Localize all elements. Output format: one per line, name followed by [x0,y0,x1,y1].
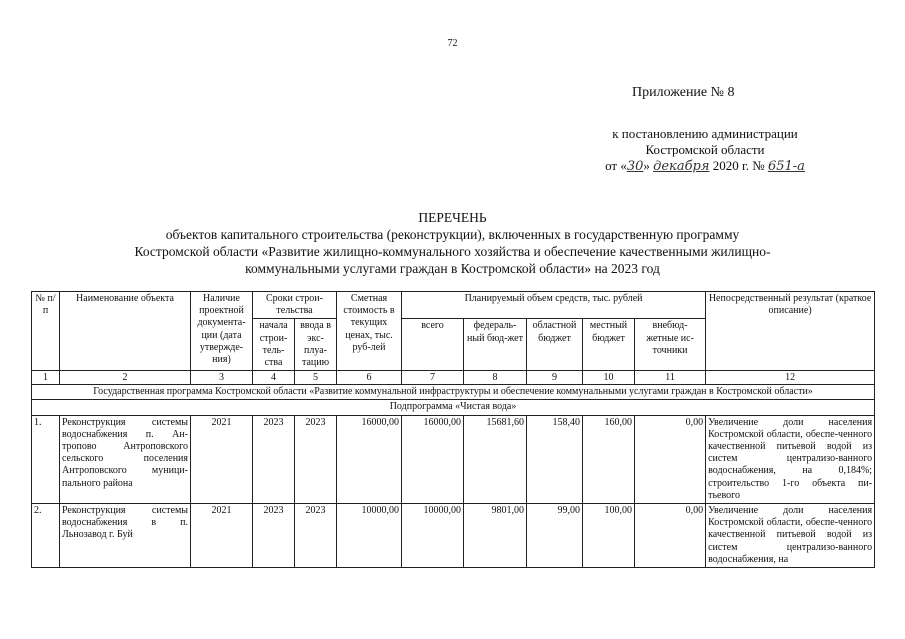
row-total: 16000,00 [402,415,464,503]
row-object-name: Реконструкция системы водоснабжения п. Ан-тропово Антроповского сельского поселения Антроповского муници-пального района [60,415,191,503]
row-federal: 9801,00 [464,504,527,568]
header-extra: внебюд-жетные ис-точники [635,319,706,371]
document-heading [40,209,865,277]
row-commission-year: 2023 [295,415,337,503]
row-total: 10000,00 [402,504,464,568]
handwritten-month: декабря [653,159,710,174]
table-row [32,504,875,568]
page-number: 72 [447,38,458,49]
row-federal: 15681,60 [464,415,527,503]
objects-table [31,291,875,568]
row-result: Увеличение доли населения Костромской области, обеспе-ченного качественной питьевой водой из систем централизо-ванного водоснабжения, на 0,184%; строительство 1-го объекта пи-тьевого [706,415,875,503]
row-start-year: 2023 [253,415,295,503]
row-result: Увеличение доли населения Костромской области, обеспе-ченного качественной питьевой водой из систем централизо-ванного водоснабжения, на [706,504,875,568]
date-year: 2020 г. № [709,158,768,173]
row-local: 160,00 [583,415,635,503]
row-start-year: 2023 [253,504,295,568]
table-row [32,415,875,503]
date-mid: » [643,158,654,173]
header-num: № п/п [32,292,60,371]
row-object-name: Реконструкция системы водоснабжения в п. Льнозавод г. Буй [60,504,191,568]
decree-line-2: Костромской области [645,142,765,157]
header-name: Наименование объекта [60,292,191,371]
col-number: 3 [191,371,253,385]
heading-line-4: коммунальными услугами граждан в Костромской области» на 2023 год [245,261,660,276]
row-regional: 99,00 [527,504,583,568]
annex-title: Приложение № 8 [632,85,735,100]
program-title: Государственная программа Костромской области «Развитие коммунальной инфраструктуры и обеспечение коммунальными услугами граждан в Костромской области» [32,385,875,400]
row-cost: 16000,00 [337,415,402,503]
header-start: начала строи-тель-ства [253,319,295,371]
row-cost: 10000,00 [337,504,402,568]
header-local: местный бюджет [583,319,635,371]
row-docs-date: 2021 [191,504,253,568]
heading-title: ПЕРЕЧЕНЬ [418,210,487,225]
col-number: 4 [253,371,295,385]
subprogram-row [32,400,875,415]
heading-line-2: объектов капитального строительства (реконструкции), включенных в государственную программу [165,227,740,242]
decree-reference [560,126,850,175]
row-num: 2. [32,504,60,568]
col-number: 12 [706,371,875,385]
handwritten-decree-number: 651-а [767,159,805,174]
date-prefix: от « [605,158,627,173]
header-planned: Планируемый объем средств, тыс. рублей [402,292,706,319]
col-number: 9 [527,371,583,385]
program-row [32,385,875,400]
col-number: 11 [635,371,706,385]
row-commission-year: 2023 [295,504,337,568]
row-extra: 0,00 [635,504,706,568]
header-cost: Сметная стоимость в текущих ценах, тыс. руб-лей [337,292,402,371]
header-row-1 [32,292,875,319]
header-commission: ввода в экс-плуа-тацию [295,319,337,371]
header-regional: областной бюджет [527,319,583,371]
header-docs: Наличие проектной документа-ции (дата утвержде-ния) [191,292,253,371]
header-terms: Сроки строи-тельства [253,292,337,319]
row-num: 1. [32,415,60,503]
column-numbers-row [32,371,875,385]
row-regional: 158,40 [527,415,583,503]
col-number: 7 [402,371,464,385]
col-number: 6 [337,371,402,385]
row-extra: 0,00 [635,415,706,503]
col-number: 5 [295,371,337,385]
col-number: 8 [464,371,527,385]
col-number: 10 [583,371,635,385]
decree-line-1: к постановлению администрации [612,126,798,141]
header-federal: федераль-ный бюд-жет [464,319,527,371]
subprogram-title: Подпрограмма «Чистая вода» [32,400,875,415]
col-number: 2 [60,371,191,385]
heading-line-3: Костромской области «Развитие жилищно-коммунального хозяйства и обеспечение качественными жилищно- [134,244,771,259]
header-total: всего [402,319,464,371]
decree-date-line [560,158,850,175]
col-number: 1 [32,371,60,385]
row-local: 100,00 [583,504,635,568]
row-docs-date: 2021 [191,415,253,503]
handwritten-day: 30 [626,159,644,174]
header-result: Непосредственный результат (краткое описание) [706,292,875,371]
